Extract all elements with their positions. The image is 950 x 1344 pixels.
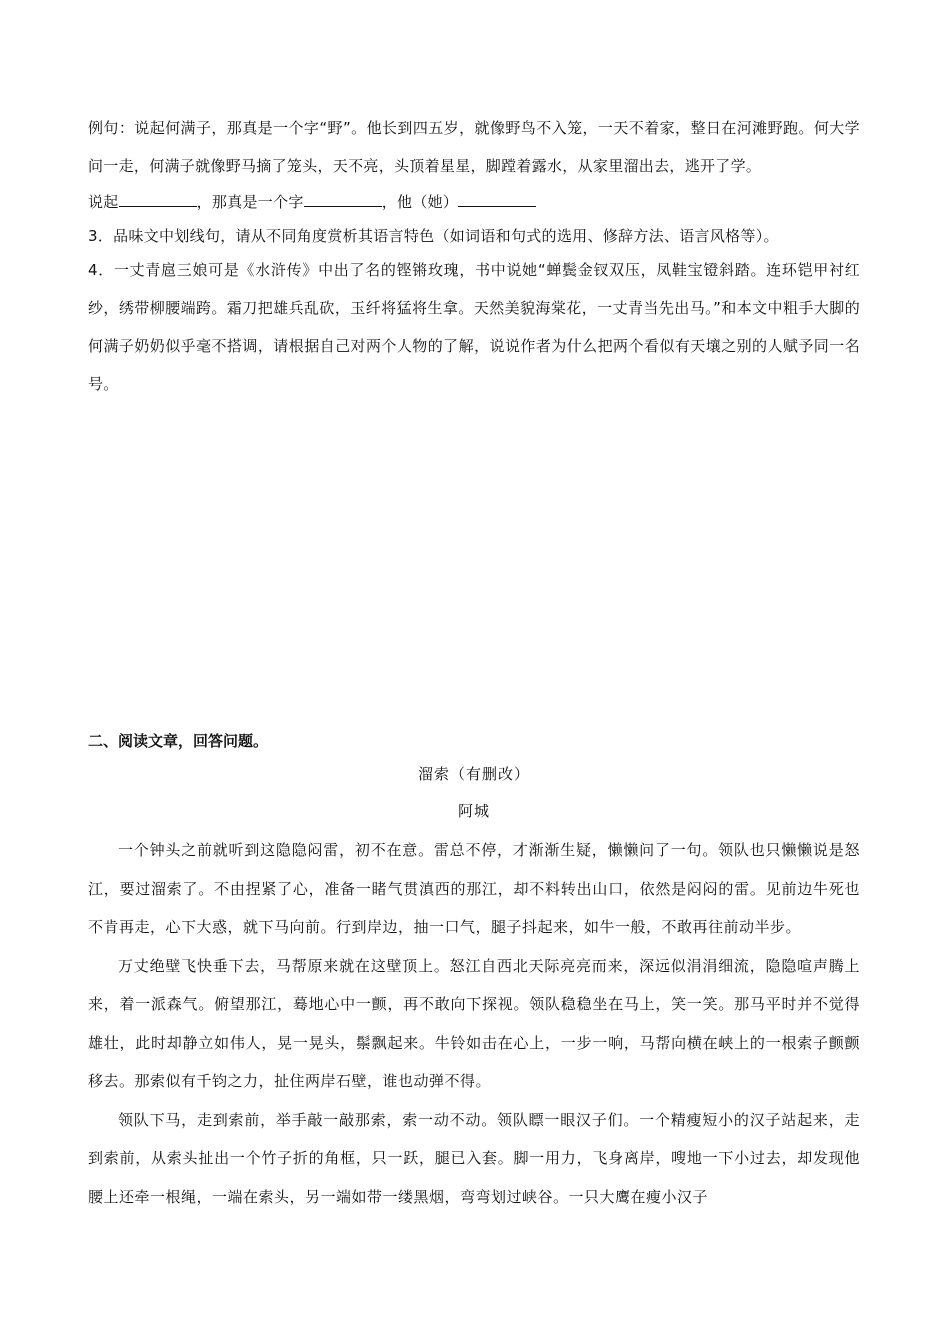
answer-blank-2[interactable] bbox=[304, 192, 382, 207]
article-author: 阿城 bbox=[457, 802, 490, 820]
answer-blank-3[interactable] bbox=[458, 192, 536, 207]
fill-blank-text-b: ，那真是一个字 bbox=[196, 193, 304, 211]
answer-blank-1[interactable] bbox=[119, 192, 197, 207]
question-section-1 bbox=[88, 109, 860, 403]
article-paragraph-2: 万丈绝壁飞快垂下去，马帮原来就在这壁顶上。怒江自西北天际亮亮而来，深远似涓涓细流，隐隐喧声腾上来，着一派森气。俯望那江，蓦地心中一颤，再不敢向下探视。领队稳稳坐在马上，笑一笑。那马平时并不觉得雄壮，此时却静立如伟人，晃一晃头，鬃飘起来。牛铃如击在心上，一步一响，马帮向横在峡上的一根索子颤颤移去。那索似有千钧之力，扯住两岸石壁，谁也动弹不得。 bbox=[88, 956, 860, 1090]
example-sentence: 例句：说起何满子，那真是一个字“野”。他长到四五岁，就像野鸟不入笼，一天不着家，整日在河滩野跑。何大学问一走，何满子就像野马摘了笼头，天不亮，头顶着星星，脚蹚着露水，从家里溜出去，逃开了学。 bbox=[88, 119, 860, 175]
fill-blank-text-a: 说起 bbox=[88, 193, 119, 211]
reading-section-2 bbox=[88, 729, 860, 1216]
fill-blank-line bbox=[88, 183, 860, 221]
article-title: 溜索（有删改） bbox=[417, 765, 530, 783]
article-paragraph-1: 一个钟头之前就听到这隐隐闷雷，初不在意。雷总不停，才渐渐生疑，懒懒问了一句。领队也只懒懒说是怒江，要过溜索了。不由捏紧了心，准备一睹气贯滇西的那江，却不料转出山口，依然是闷闷的雷。见前边牛死也不肯再走，心下大惑，就下马向前。行到岸边，抽一口气，腿子抖起来，如牛一般，不敢再往前动半步。 bbox=[88, 841, 860, 936]
question-3: 3．品味文中划线句，请从不同角度赏析其语言特色（如词语和句式的选用、修辞方法、语言风格等）。 bbox=[88, 227, 779, 245]
section-heading: 二、阅读文章，回答问题。 bbox=[88, 732, 269, 750]
article-body bbox=[88, 831, 860, 1216]
fill-blank-text-c: ，他（她） bbox=[381, 193, 459, 211]
article-paragraph-3: 领队下马，走到索前，举手敲一敲那索，索一动不动。领队瞟一眼汉子们。一个精瘦短小的汉子站起来，走到索前，从索头扯出一个竹子折的角框，只一跃，腿已入套。脚一用力，飞身离岸，嗖地一下小过去，却发现他腰上还牵一根绳，一端在索头，另一端如带一缕黑烟，弯弯划过峡谷。一只大鹰在瘦小汉子 bbox=[88, 1110, 860, 1206]
question-4: 4．一丈青扈三娘可是《水浒传》中出了名的铿锵玫瑰，书中说她“蝉鬓金钗双压，凤鞋宝镫斜踏。连环铠甲衬红纱，绣带柳腰端跨。霜刀把雄兵乱砍，玉纤将猛将生拿。天然美貌海棠花，一丈青当先出马。”和本文中粗手大脚的何满子奶奶似乎毫不搭调，请根据自己对两个人物的了解，说说作者为什么把两个看似有天壤之别的人赋予同一名号。 bbox=[88, 261, 860, 393]
